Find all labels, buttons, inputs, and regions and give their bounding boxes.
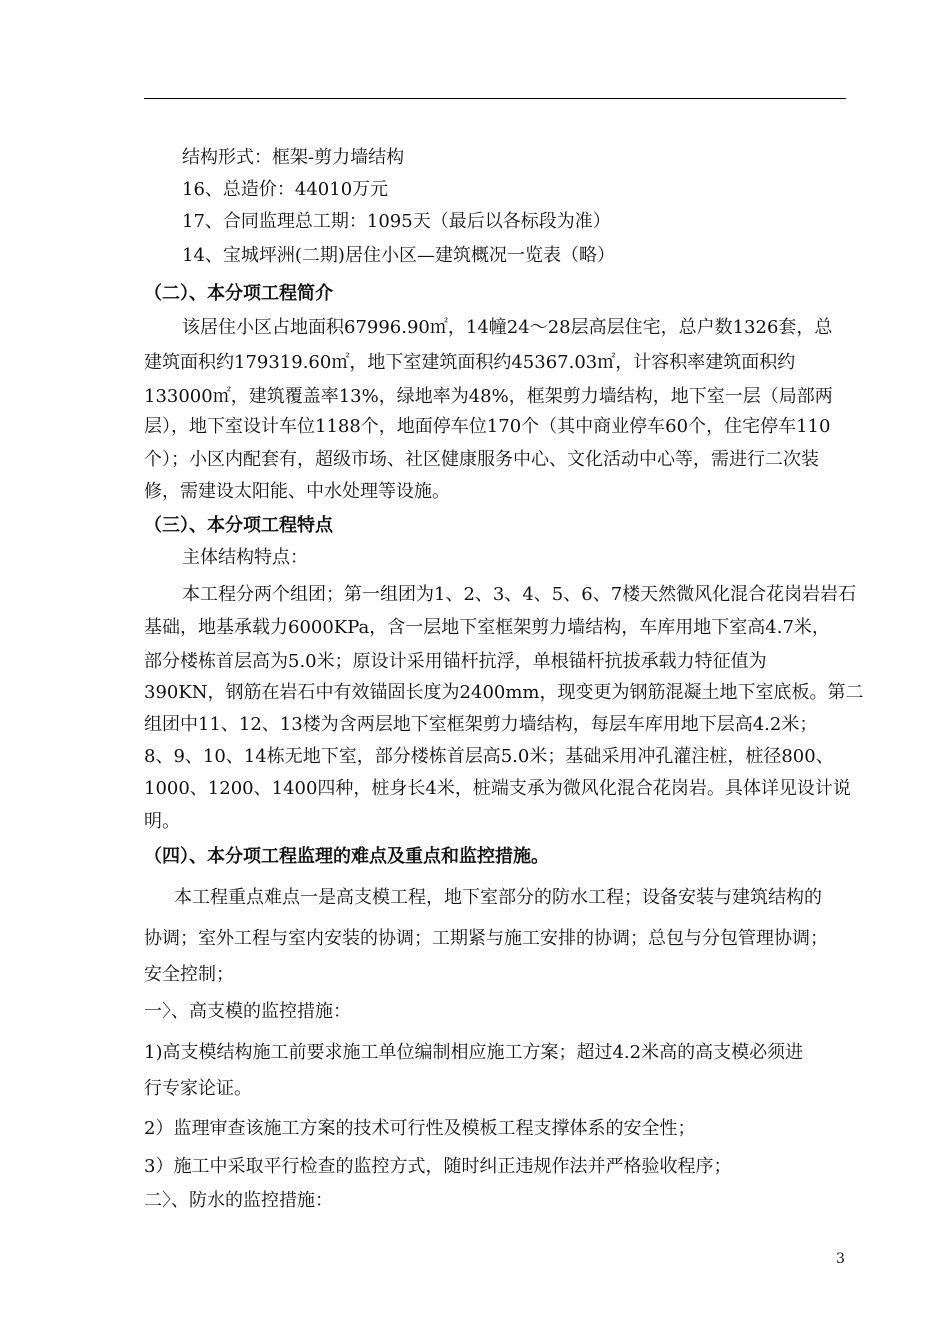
- measure-item: 3）施工中采取平行检查的监控方式，随时纠正违规作法并严格验收程序；: [144, 1156, 732, 1177]
- para-intro-line: 建筑面积约179319.60㎡，地下室建筑面积约45367.03㎡，计容积率建筑面积约: [144, 352, 796, 373]
- para-intro-line: 133000㎡，建筑覆盖率13%，绿地率为48%，框架剪力墙结构，地下室一层（局部两: [144, 386, 833, 407]
- line-overview-table: 14、宝城坪洲(二期)居住小区—建筑概况一览表（略）: [182, 245, 615, 266]
- line-total-cost: 16、总造价：44010万元: [182, 179, 389, 200]
- page-number: 3: [836, 1251, 845, 1267]
- subheading-main-structure: 主体结构特点：: [182, 547, 308, 568]
- measure-item: 2）监理审查该施工方案的技术可行性及模板工程支撑体系的安全性；: [144, 1118, 696, 1139]
- para-feature-line: 明。: [144, 811, 180, 832]
- para-feature-line: 390KN，钢筋在岩石中有效锚固长度为2400mm，现变更为钢筋混凝土地下室底板。第二: [144, 682, 864, 703]
- header-rule: [144, 98, 846, 99]
- para-feature-line: 部分楼栋首层高为5.0米；原设计采用锚杆抗浮，单根锚杆抗拔承载力特征值为: [144, 651, 767, 672]
- line-contract-period: 17、合同监理总工期：1095天（最后以各标段为准）: [182, 211, 611, 232]
- section-heading-3: （三）、本分项工程特点: [144, 515, 333, 536]
- para-difficulty-line: 安全控制；: [144, 964, 234, 985]
- section-heading-4: （四）、本分项工程监理的难点及重点和监控措施。: [144, 846, 549, 867]
- line-structure-form: 结构形式：框架-剪力墙结构: [182, 147, 405, 168]
- para-feature-line: 基础，地基承载力6000KPa，含一层地下室框架剪力墙结构，车库用地下室高4.7米，: [144, 617, 830, 638]
- para-intro-line: 修，需建设太阳能、中水处理等设施。: [144, 481, 450, 502]
- para-intro-line: 个）；小区内配套有，超级市场、社区健康服务中心、文化活动中心等，需进行二次装: [144, 449, 819, 470]
- para-feature-line: 组团中11、12、13楼为含两层地下室框架剪力墙结构，每层车库用地下层高4.2米；: [144, 714, 818, 735]
- para-difficulty-line: 本工程重点难点一是高支模工程，地下室部分的防水工程；设备安装与建筑结构的: [174, 887, 822, 908]
- para-feature-line: 8、9、10、14栋无地下室，部分楼栋首层高5.0米；基础采用冲孔灌注桩，桩径800、: [144, 746, 834, 767]
- para-intro-line: 层），地下室设计车位1188个，地面停车位170个（其中商业停车60个，住宅停车110: [144, 416, 831, 437]
- para-intro-line: 该居住小区占地面积67996.90㎡，14幢24～28层高层住宅，总户数1326套，总: [182, 317, 833, 338]
- measure-heading-1: 一〉、高支模的监控措施：: [144, 1001, 351, 1022]
- measure-heading-2: 二〉、防水的监控措施：: [144, 1190, 333, 1211]
- measure-item: 1)高支模结构施工前要求施工单位编制相应施工方案；超过4.2米高的高支模必须进: [144, 1042, 804, 1063]
- para-difficulty-line: 协调；室外工程与室内安装的协调；工期紧与施工安排的协调；总包与分包管理协调；: [144, 928, 828, 949]
- measure-item: 行专家论证。: [144, 1078, 252, 1099]
- section-heading-2: （二）、本分项工程简介: [144, 283, 333, 304]
- para-feature-line: 本工程分两个组团；第一组团为1、2、3、4、5、6、7楼天然微风化混合花岗岩岩石: [182, 584, 857, 605]
- para-feature-line: 1000、1200、1400四种，桩身长4米，桩端支承为微风化混合花岗岩。具体详见设计说: [144, 778, 851, 799]
